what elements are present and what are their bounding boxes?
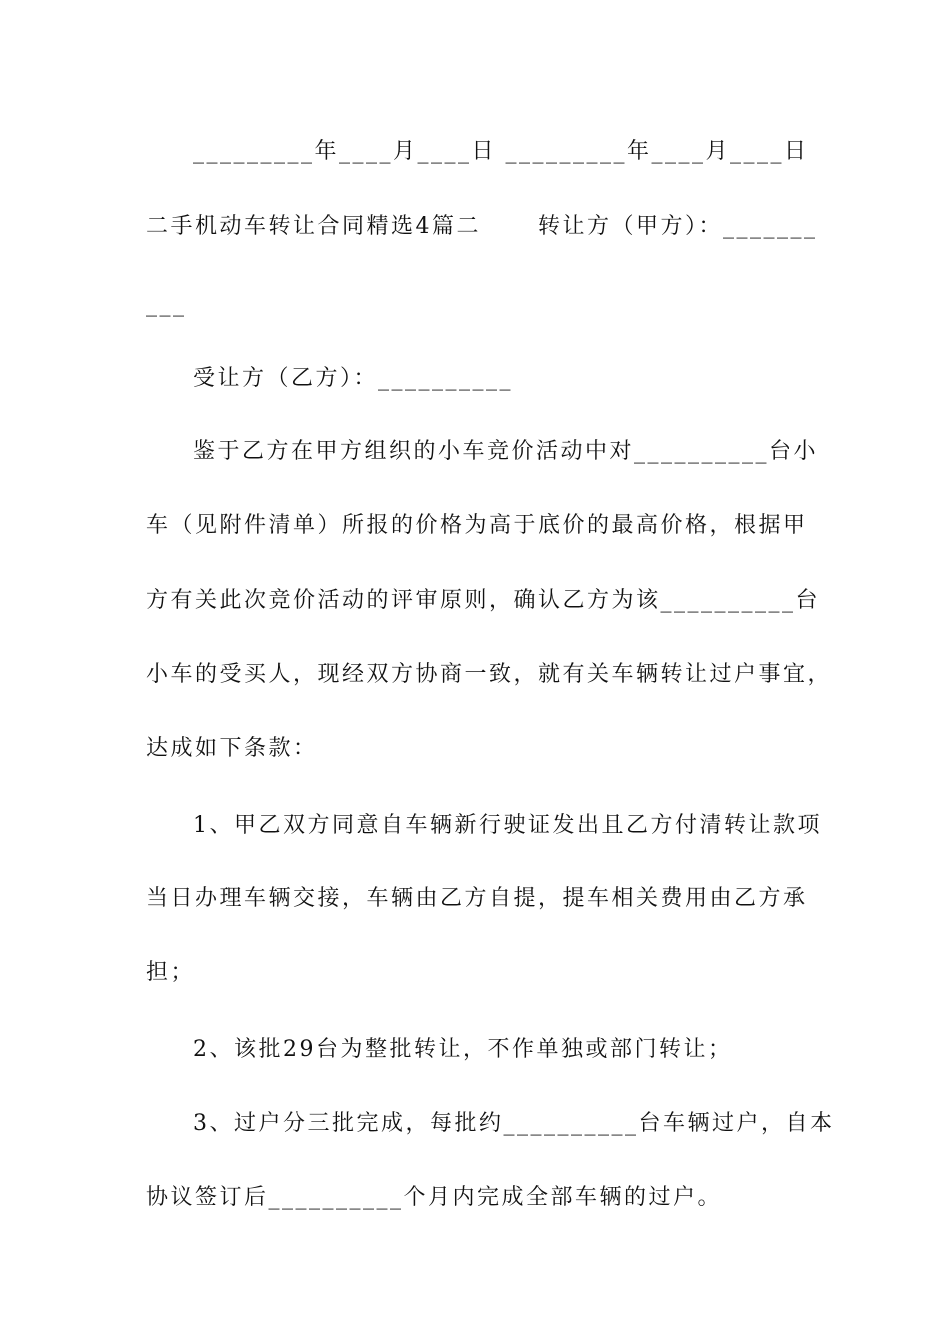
paragraph-preamble-line-1: 鉴于乙方在甲方组织的小车竞价活动中对__________台小 xyxy=(193,439,819,464)
clause-3-line-2: 协议签订后__________个月内完成全部车辆的过户。 xyxy=(146,1185,723,1210)
paragraph-preamble-line-2: 车（见附件清单）所报的价格为高于底价的最高价格，根据甲 xyxy=(146,513,808,538)
signature-date-line: _________年____月____日 _________年____月____日 xyxy=(193,139,809,164)
title-and-transferor-line: 二手机动车转让合同精选4篇二 转让方（甲方）：_______ xyxy=(146,214,818,239)
clause-3-line-1: 3、过户分三批完成，每批约__________台车辆过户，自本 xyxy=(193,1111,835,1136)
transferee-line: 受让方（乙方）：__________ xyxy=(193,366,514,391)
paragraph-preamble-line-5: 达成如下条款： xyxy=(146,736,318,761)
transferor-continuation-line: ___ xyxy=(146,292,187,317)
clause-1-line-3: 担； xyxy=(146,960,196,985)
paragraph-preamble-line-4: 小车的受买人，现经双方协商一致，就有关车辆转让过户事宜， xyxy=(146,662,833,687)
clause-1-line-2: 当日办理车辆交接，车辆由乙方自提，提车相关费用由乙方承 xyxy=(146,886,808,911)
paragraph-preamble-line-3: 方有关此次竞价活动的评审原则，确认乙方为该__________台 xyxy=(146,588,821,613)
clause-1-line-1: 1、甲乙双方同意自车辆新行驶证发出且乙方付清转让款项 xyxy=(193,813,822,838)
clause-2-line: 2、该批29台为整批转让，不作单独或部门转让； xyxy=(193,1037,733,1062)
